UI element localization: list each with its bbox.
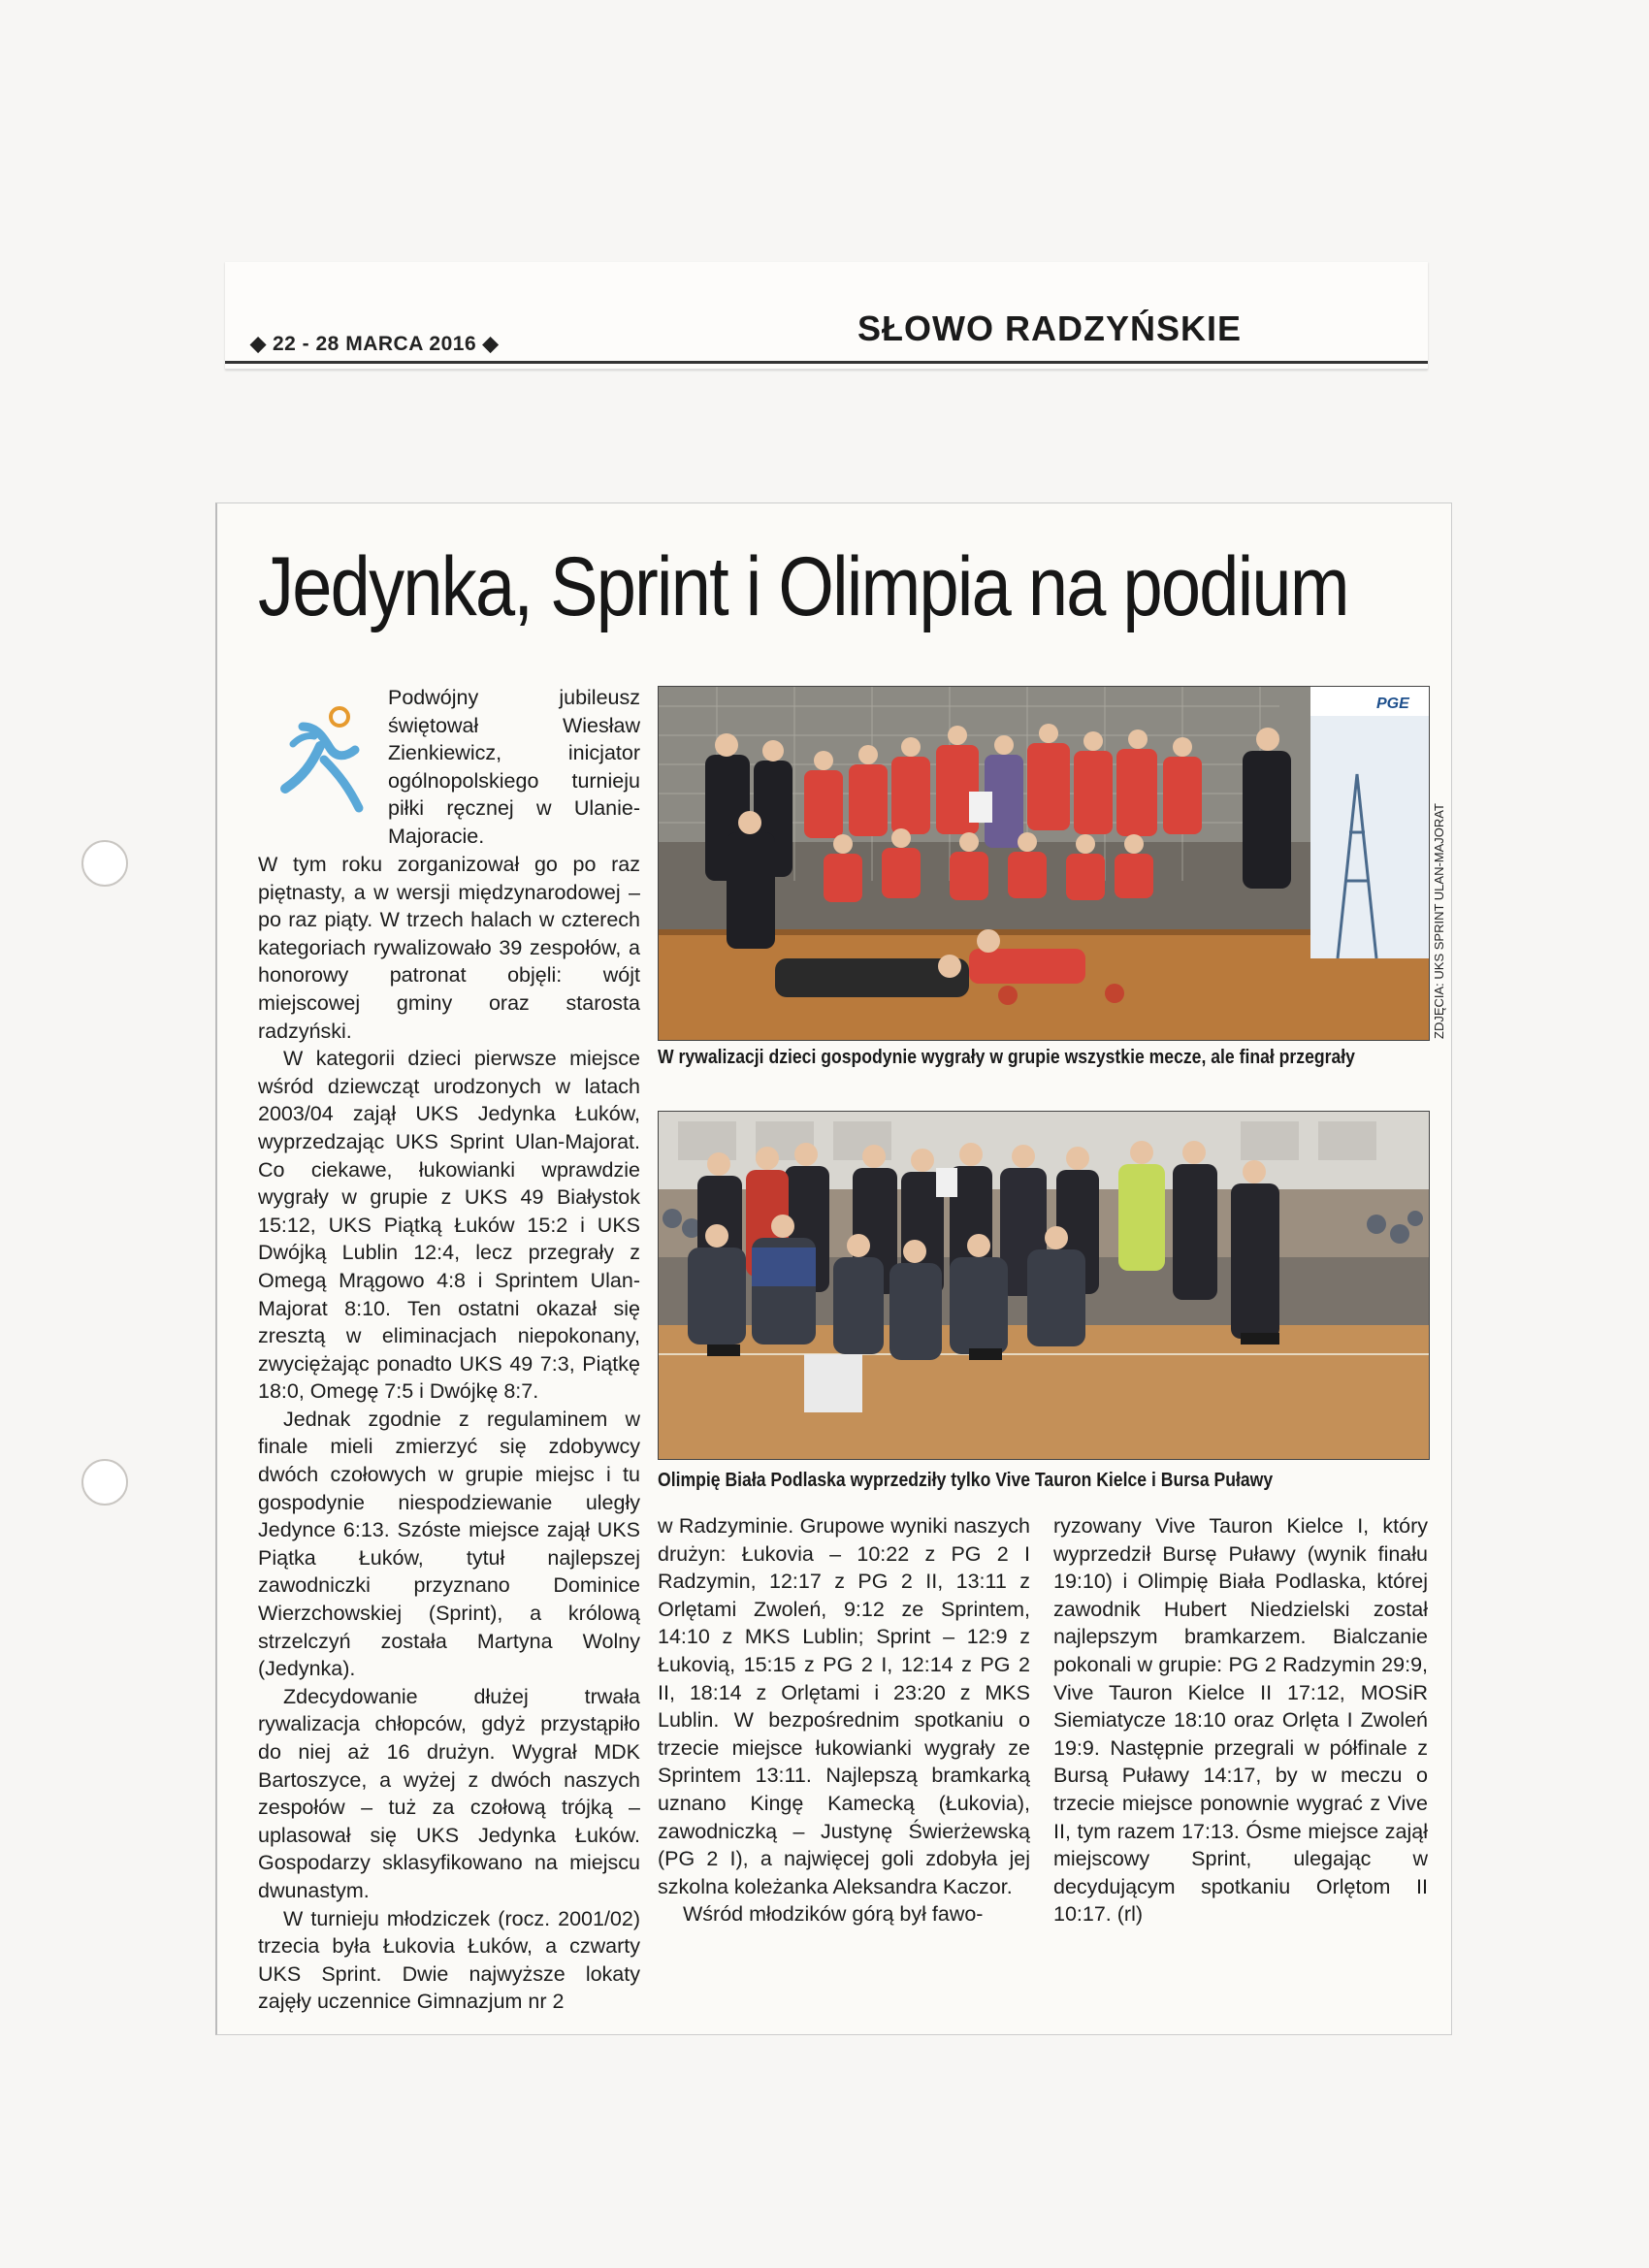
article-clipping	[215, 502, 1452, 2035]
punch-hole-bottom	[81, 1459, 128, 1506]
banner-text: PGE	[1376, 696, 1409, 712]
article-column-1	[258, 851, 640, 2016]
paragraph: W kategorii dzieci pierwsze miejsce wśród dziewcząt urodzonych w latach 2003/04 zajął UKS Jedynka Łuków, wyprzedzając UKS Sprint Ulan-Majorat. Co ciekawe, łukowianki wprawdzie wygrały w grupie z UKS 49 Białystok 15:12, UKS Piątką Łuków 15:2 i UKS Dwójką Lublin 12:4, lecz przegrały z Omegą Mrągowo 4:8 i Sprintem Ulan-Majorat 8:10. Ten ostatni okazał się zresztą w eliminacjach niepokonany, zwyciężając ponadto UKS 49 7:3, Piątkę 18:0, Omegę 7:5 i Dwójkę 8:7.	[258, 1047, 640, 1404]
photo-girls-team	[658, 686, 1430, 1041]
paragraph: Wśród młodzików górą był fawo-	[683, 1902, 984, 1927]
punch-hole-top	[81, 840, 128, 887]
newspaper-header	[225, 262, 1428, 370]
header-rule	[225, 361, 1428, 364]
newspaper-title: SŁOWO RADZYŃSKIE	[857, 308, 1243, 348]
photo-boys-team-image	[659, 1112, 1429, 1459]
paragraph: Zdecydowanie dłużej trwała rywalizacja chłopców, gdyż przystąpiło do niej aż 16 drużyn. Wygrał MDK Bartoszyce, a wyżej z dwóch naszych zespołów – tuż za czołową trójką – uplasował się UKS Jedynka Łuków. Gospodarzy sklasyfikowano na miejscu dwunastym.	[258, 1684, 640, 1902]
paragraph: ryzowany Vive Tauron Kielce I, który wyprzedził Bursę Puławy (wynik finału 19:10) i Olimpię Biała Podlaska, której zawodnik Hubert Niedzielski został najlepszym bramkarzem. Bialczanie pokonali w grupie: PG 2 Radzymin 29:9, Vive Tauron Kielce II 17:12, MOSiR Siemiatycze 18:10 oraz Orlęta I Zwoleń 19:9. Następnie przegrali w półfinale z Bursą Puławy 14:17, by w meczu o trzecie miejsce ponownie wygrać z Vive II, tym razem 17:13. Ósme miejsce zajął miejscowy Sprint, ulegając w decydującym spotkaniu Orlętom II 10:17. (rl)	[1053, 1514, 1428, 1927]
photo-girls-caption: W rywalizacji dzieci gospodynie wygrały w grupie wszystkie mecze, ale finał przegrały	[658, 1047, 1355, 1068]
article-column-3	[1053, 1512, 1428, 1928]
article-column-2	[658, 1512, 1030, 1928]
paragraph: W turnieju młodziczek (rocz. 2001/02) trzecia była Łukovia Łuków, a czwarty UKS Sprint. Dwie najwyższe lokaty zajęły uczennice Gimnazjum nr 2	[258, 1906, 640, 2014]
photo-credit: ZDJĘCIA: UKS SPRINT ULAN-MAJORAT	[1432, 803, 1446, 1039]
article-intro: Podwójny jubileusz świętował Wiesław Zienkiewicz, inicjator ogólnopolskiego turnieju piłki ręcznej w Ulanie-Majoracie.	[388, 686, 640, 848]
issue-date: ◆ 22 - 28 MARCA 2016 ◆	[250, 333, 500, 355]
photo-boys-team	[658, 1111, 1430, 1460]
article-headline: Jedynka, Sprint i Olimpia na podium	[258, 540, 1348, 633]
paragraph: W tym roku zorganizował go po raz piętnasty, a w wersji międzynarodowej – po raz piąty. W trzech halach w czterech kategoriach rywalizowało 39 zespołów, a honorowy patronat objęli: wójt miejscowej gminy oraz starosta radzyński.	[258, 853, 640, 1043]
paragraph: Jednak zgodnie z regulaminem w finale mieli zmierzyć się zdobywcy dwóch czołowych w grupie miejsc i tu gospodynie niespodziewanie uległy Jedynce 6:13. Szóste miejsce zajął UKS Piątka Łuków, tytuł najlepszej zawodniczki przyznano Dominice Wierzchowskiej (Sprint), a królową strzelczyń została Martyna Wolny (Jedynka).	[258, 1407, 640, 1681]
paragraph: w Radzyminie. Grupowe wyniki naszych drużyn: Łukovia – 10:22 z PG 2 I Radzymin, 12:17 z PG 2 II, 13:11 z Orlętami Zwoleń, 9:12 ze Sprintem, 14:10 z MKS Lublin; Sprint – 12:9 z Łukovią, 15:15 z PG 2 I, 12:14 z PG 2 II, 18:14 z Orlętami i 23:20 z MKS Lublin. W bezpośrednim spotkaniu o trzecie miejsce łukowianki wygrały ze Sprintem 13:11. Najlepszą bramkarką uznano Kingę Kamecką (Łukovia), zawodniczką – Justynę Świerżewską (PG 2 I), a najwięcej goli zdobyła jej szkolna koleżanka Aleksandra Kaczor.	[658, 1514, 1030, 1898]
photo-girls-team-image	[659, 687, 1429, 1040]
handball-player-icon	[264, 688, 388, 833]
photo-boys-caption: Olimpię Biała Podlaska wyprzedziły tylko Vive Tauron Kielce i Bursa Puławy	[658, 1470, 1274, 1491]
